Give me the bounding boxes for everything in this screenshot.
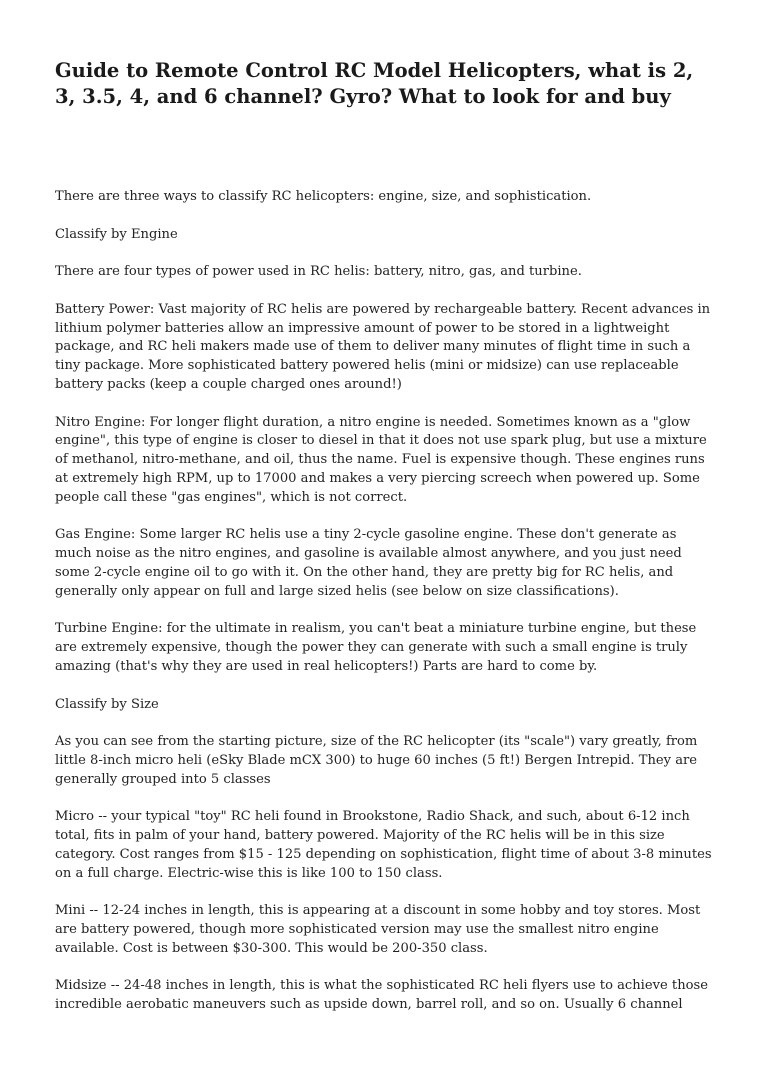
paragraph-micro: Micro -- your typical "toy" RC heli found in Brookstone, Radio Shack, and such, about 6-12 inch total, fits in palm of your hand, battery powered. Majority of the RC helis will be in this size category. Cost ranges from $15 - 125 depending on sophistication, flight time of about 3-8 minutes on a full charge. Electric-wise this is like 100 to 150 class. xyxy=(55,809,712,881)
document-title: Guide to Remote Control RC Model Helicopters, what is 2, 3, 3.5, 4, and 6 channel? Gyro? What to look for and buy xyxy=(55,59,694,108)
heading-classify-by-engine: Classify by Engine xyxy=(55,226,178,242)
heading-classify-by-size: Classify by Size xyxy=(55,696,159,712)
paragraph-nitro-engine: Nitro Engine: For longer flight duration, a nitro engine is needed. Sometimes known as a "glow engine", this type of engine is closer to diesel in that it does not use spark plug, but use a mixture of methanol, nitro-methane, and oil, thus the name. Fuel is expensive though. These engines runs at extremely high RPM, up to 17000 and makes a very piercing screech when powered up. Some people call these "gas engines", which is not correct. xyxy=(55,414,707,505)
paragraph-mini: Mini -- 12-24 inches in length, this is appearing at a discount in some hobby and toy stores. Most are battery powered, though more sophisticated version may use the smallest nitro engine available. Cost is between $30-300. This would be 200-350 class. xyxy=(55,903,701,956)
paragraph-intro: There are three ways to classify RC helicopters: engine, size, and sophistication. xyxy=(55,189,592,204)
paragraph-gas-engine: Gas Engine: Some larger RC helis use a tiny 2-cycle gasoline engine. These don't generate as much noise as the nitro engines, and gasoline is available almost anywhere, and you just need some 2-cycle engine oil to go with it. On the other hand, they are pretty big for RC helis, and generally only appear on full and large sized helis (see below on size classifications). xyxy=(55,527,682,599)
paragraph-turbine-engine: Turbine Engine: for the ultimate in realism, you can't beat a miniature turbine engine, but these are extremely expensive, though the power they can generate with such a small engine is truly amazing (that's why they are used in real helicopters!) Parts are hard to come by. xyxy=(55,621,697,674)
paragraph-battery-power: Battery Power: Vast majority of RC helis are powered by rechargeable battery. Recent advances in lithium polymer batteries allow an impressive amount of power to be stored in a lightweight package, and RC heli makers made use of them to deliver many minutes of flight time in such a tiny package. More sophisticated battery powered helis (mini or midsize) can use replaceable battery packs (keep a couple charged ones around!) xyxy=(55,301,711,392)
paragraph-size-intro: As you can see from the starting picture, size of the RC helicopter (its "scale") vary greatly, from little 8-inch micro heli (eSky Blade mCX 300) to huge 60 inches (5 ft!) Bergen Intrepid. They are generally grouped into 5 classes xyxy=(55,734,698,787)
paragraph-power-types: There are four types of power used in RC helis: battery, nitro, gas, and turbine. xyxy=(55,264,582,280)
document-body xyxy=(55,188,715,1034)
paragraph-midsize: Midsize -- 24-48 inches in length, this is what the sophisticated RC heli flyers use to achieve those incredible aerobatic maneuvers such as upside down, barrel roll, and so on. Usually 6 channel xyxy=(55,978,708,1013)
